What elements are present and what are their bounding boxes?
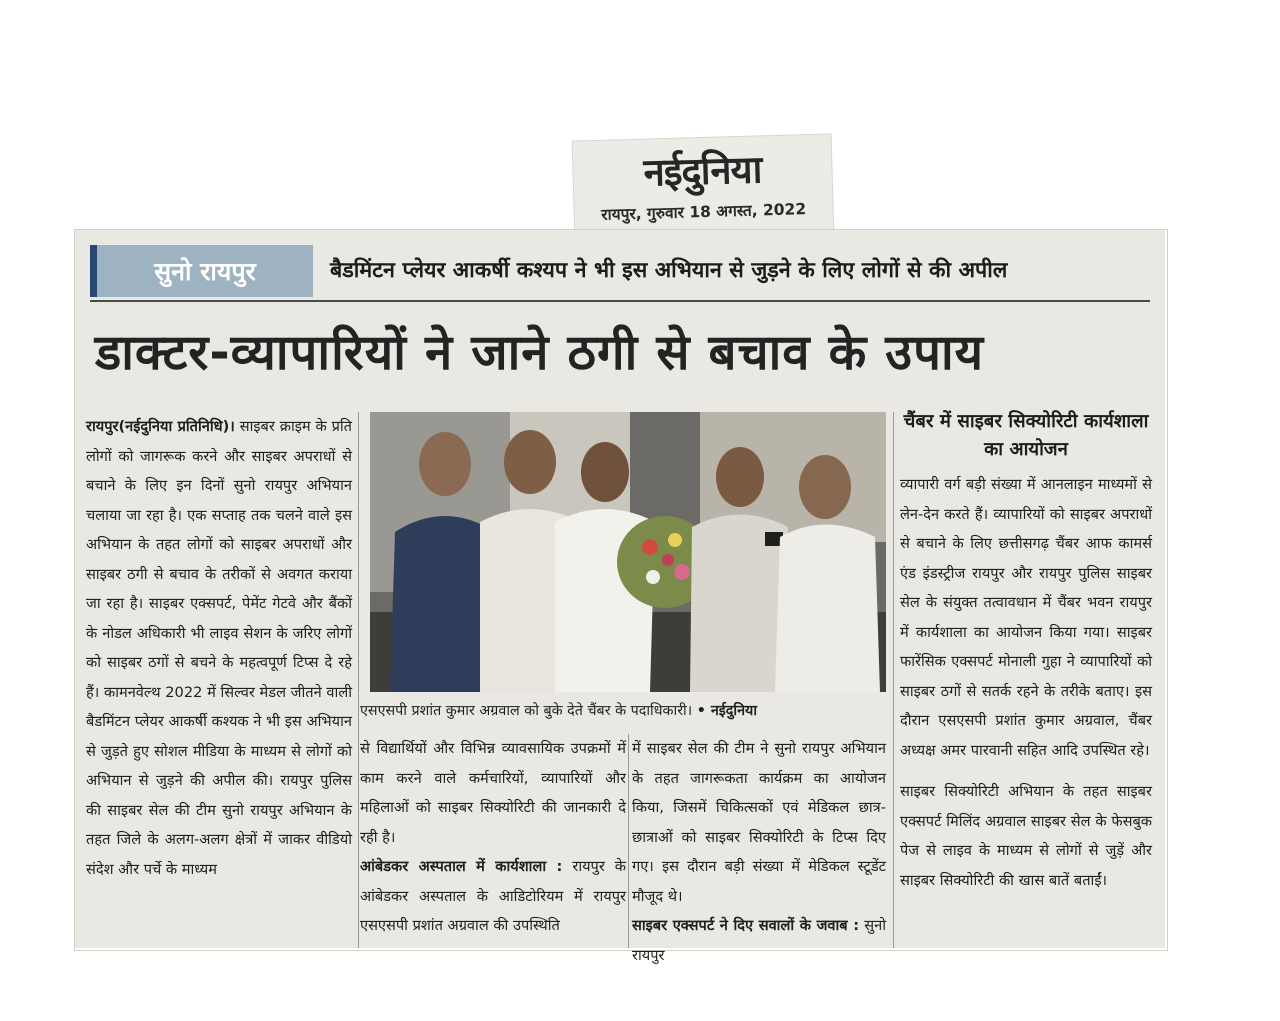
masthead: [573, 134, 834, 241]
photo-credit: • नईदुनिया: [696, 703, 758, 719]
article-column-1: [86, 412, 352, 948]
article-column-4: [900, 470, 1152, 948]
article-dateline: रायपुर(नईदुनिया प्रतिनिधि)।: [86, 418, 235, 435]
newspaper-logo: नईदुनिया: [643, 147, 762, 195]
masthead-dateline: रायपुर, गुरुवार 18 अगस्त, 2022: [600, 200, 807, 224]
article-body-col4-cont: साइबर सिक्योरिटी अभियान के तहत साइबर एक्सपर्ट मिलिंद अग्रवाल साइबर सेल के फेसबुक पेज से लाइव के माध्यम से लोगों से जुड़ें और साइबर सिक्योरिटी की खास बातें बताईं।: [900, 783, 1152, 889]
main-headline: डाक्टर-व्यापारियों ने जाने ठगी से बचाव के उपाय: [95, 324, 985, 381]
section-tag-accent: [90, 245, 97, 297]
subhead-ambedkar: आंबेडकर अस्पताल में कार्यशाला :: [360, 858, 563, 875]
column-divider: [358, 412, 359, 948]
article-body-col3-cont: सुनो रायपुर: [632, 917, 886, 964]
article-body-col2-cont: रायपुर के आंबेडकर अस्पताल के आडिटोरियम में रायपुर एसएसपी प्रशांत अग्रवाल की उपस्थिति: [360, 858, 626, 934]
article-body-col1: साइबर क्राइम के प्रति लोगों को जागरूक करने और साइबर अपराधों से बचाने के लिए इन दिनों सुनो रायपुर अभियान चलाया जा रहा है। एक सप्ताह तक चलने वाले इस अभियान के तहत लोगों को साइबर अपराधों और साइबर ठगी से बचाव के तरीकों से अवगत कराया जा रहा है। साइबर एक्सपर्ट, पेमेंट गेटवे और बैंकों के नोडल अधिकारी भी लाइव सेशन के जरिए लोगों को साइबर ठगों से बचने के महत्वपूर्ण टिप्स दे रहे हैं। कामनवेल्थ 2022 में सिल्वर मेडल जीतने वाली बैडमिंटन प्लेयर आकर्षी कश्यक ने भी इस अभियान से जुड़ते हुए सोशल मीडिया के माध्यम से लोगों को अभियान से जुड़ने की अपील की। रायपुर पुलिस की साइबर सेल की टीम सुनो रायपुर अभियान के तहत जिले के अलग-अलग क्षेत्रों में जाकर वीडियो संदेश और पर्चे के माध्यम: [86, 418, 352, 878]
photo-caption: [360, 695, 886, 727]
section-tag: सुनो रायपुर: [97, 245, 313, 297]
news-photo: [370, 412, 886, 692]
column-divider: [893, 412, 894, 948]
article-column-2: [360, 734, 626, 948]
subhead-chamber-workshop: चैंबर में साइबर सिक्योरिटी कार्यशाला का आयोजन: [903, 411, 1149, 460]
article-body-col3: में साइबर सेल की टीम ने सुनो रायपुर अभियान के तहत जागरूकता कार्यक्रम का आयोजन किया, जिसमें चिकित्सकों एवं मेडिकल छात्र-छात्राओं को साइबर सिक्योरिटी के टिप्स दिए गए। इस दौरान बड़ी संख्या में मेडिकल स्टूडेंट मौजूद थे।: [632, 740, 886, 905]
article-body-col2: से विद्यार्थियों और विभिन्न व्यावसायिक उपक्रमों में काम करने वाले कर्मचारियों, व्यापारियों और महिलाओं को साइबर सिक्योरिटी की जानकारी दे रही है।: [360, 740, 626, 846]
header-rule: [90, 300, 1150, 302]
article-column-3: [632, 734, 886, 964]
photo-illustration: [370, 412, 886, 692]
photo-caption-text: एसएसपी प्रशांत कुमार अग्रवाल को बुके देते चैंबर के पदाधिकारी।: [360, 703, 693, 719]
article-body-col4: व्यापारी वर्ग बड़ी संख्या में आनलाइन माध्यमों से लेन-देन करते हैं। व्यापारियों को साइबर अपराधों से बचाने के लिए छत्तीसगढ़ चैंबर आफ कामर्स एंड इंडस्ट्रीज रायपुर और रायपुर पुलिस साइबर सेल के संयुक्त तत्वावधान में चैंबर भवन रायपुर में कार्यशाला का आयोजन किया गया। साइबर फारेंसिक एक्सपर्ट मोनाली गुहा ने व्यापारियों को साइबर ठगों से सतर्क रहने के तरीके बताए। इस दौरान एसएसपी प्रशांत कुमार अग्रवाल, चैंबर अध्यक्ष अमर पारवानी सहित आदि उपस्थित रहे।: [900, 476, 1152, 759]
subhead-cyber-expert: साइबर एक्सपर्ट ने दिए सवालों के जवाब :: [632, 917, 860, 934]
column-divider: [628, 734, 629, 948]
kicker-headline: बैडमिंटन प्लेयर आकर्षी कश्यप ने भी इस अभियान से जुड़ने के लिए लोगों से की अपील: [330, 258, 1008, 283]
